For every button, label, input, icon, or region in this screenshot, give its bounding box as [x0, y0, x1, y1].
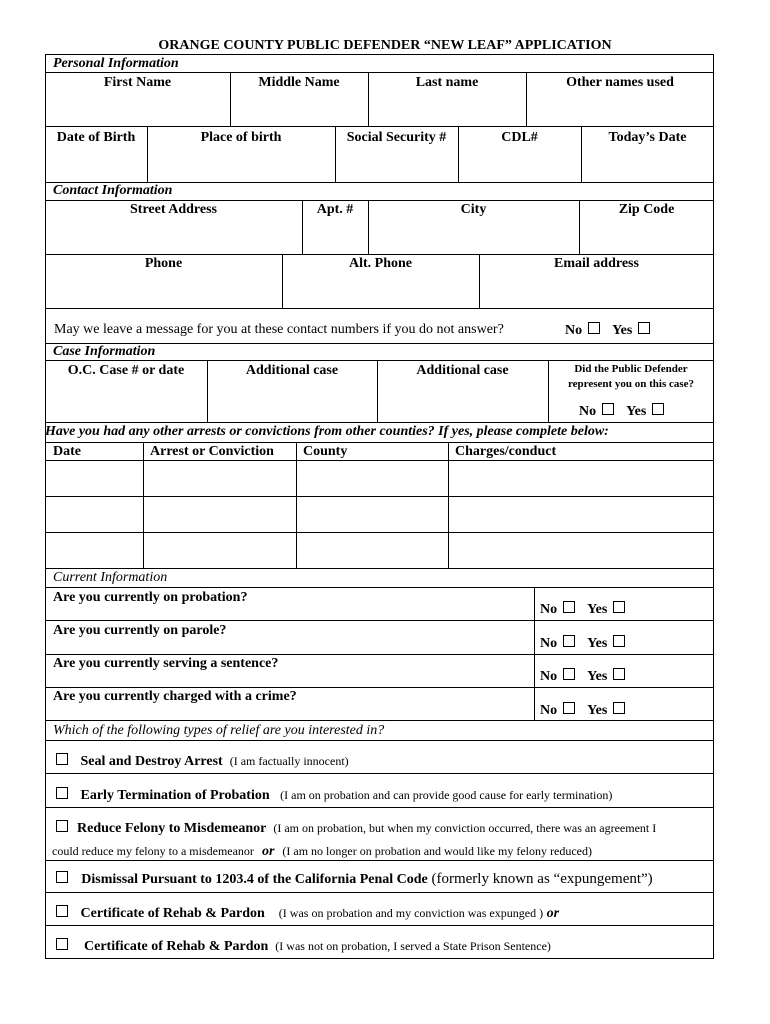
col-county: County — [303, 444, 348, 459]
relief-item-certificate-1 — [54, 905, 559, 922]
arrest-row-1[interactable] — [46, 461, 714, 496]
reduce-felony-checkbox[interactable] — [56, 820, 68, 832]
early-termination-checkbox[interactable] — [56, 787, 68, 799]
label-phone: Phone — [144, 256, 183, 271]
cdl-field[interactable] — [459, 148, 580, 182]
middle-name-field[interactable] — [231, 92, 367, 126]
label-alt-phone: Alt. Phone — [349, 256, 412, 271]
parole-no-checkbox[interactable] — [563, 635, 575, 647]
col-charges: Charges/conduct — [455, 444, 557, 459]
dismissal-checkbox[interactable] — [56, 871, 68, 883]
label-oc-case: O.C. Case # or date — [67, 363, 185, 378]
city-field[interactable] — [369, 220, 578, 254]
label-middle-name: Middle Name — [258, 75, 340, 90]
label-last-name: Last name — [415, 75, 479, 90]
label-represent-question — [548, 362, 714, 392]
early-termination-title: Early Termination of Probation — [80, 788, 270, 803]
no-label: No — [540, 669, 558, 684]
yes-label: Yes — [587, 703, 608, 718]
email-field[interactable] — [480, 274, 713, 308]
yes-label: Yes — [612, 323, 633, 338]
represent-q-line2: represent you on this case? — [567, 378, 695, 390]
label-other-names: Other names used — [566, 75, 674, 90]
yes-label: Yes — [587, 636, 608, 651]
relief-item-certificate-2 — [54, 938, 551, 955]
probation-yes-checkbox[interactable] — [613, 601, 625, 613]
label-dob: Date of Birth — [56, 130, 136, 145]
no-label: No — [540, 602, 558, 617]
additional-case-1-field[interactable] — [208, 382, 376, 422]
represent-no-checkbox[interactable] — [602, 403, 614, 415]
early-termination-note: (I am on probation and can provide good cause for early termination) — [280, 788, 613, 802]
charged-yes-no — [540, 702, 627, 719]
question-probation: Are you currently on probation? — [53, 590, 248, 605]
oc-case-field[interactable] — [46, 382, 206, 422]
additional-case-2-field[interactable] — [378, 382, 547, 422]
zip-field[interactable] — [580, 220, 713, 254]
place-of-birth-field[interactable] — [148, 148, 334, 182]
label-city: City — [460, 202, 487, 217]
label-cdl: CDL# — [501, 130, 538, 145]
yes-label: Yes — [587, 602, 608, 617]
certificate-1-note: (I was on probation and my conviction was expunged ) — [278, 906, 544, 920]
label-first-name: First Name — [103, 75, 172, 90]
yes-label: Yes — [587, 669, 608, 684]
reduce-felony-note: (I am on probation, but when my conviction occurred, there was an agreement I — [273, 821, 657, 835]
question-parole: Are you currently on parole? — [53, 623, 227, 638]
section-contact: Contact Information — [53, 183, 173, 198]
no-label: No — [540, 636, 558, 651]
seal-title: Seal and Destroy Arrest — [80, 754, 223, 769]
col-date: Date — [53, 444, 81, 459]
todays-date-field[interactable] — [582, 148, 713, 182]
label-place-of-birth: Place of birth — [200, 130, 282, 145]
arrest-row-2[interactable] — [46, 497, 714, 532]
relief-item-early-termination — [54, 787, 612, 804]
no-label: No — [579, 404, 597, 419]
reduce-felony-line2b-text: (I am no longer on probation and would like my felony reduced) — [282, 844, 592, 858]
parole-yes-checkbox[interactable] — [613, 635, 625, 647]
section-personal: Personal Information — [53, 56, 179, 71]
no-label: No — [540, 703, 558, 718]
parole-yes-no — [540, 635, 627, 652]
ssn-field[interactable] — [336, 148, 457, 182]
label-zip: Zip Code — [618, 202, 675, 217]
apt-field[interactable] — [303, 220, 367, 254]
message-no-checkbox[interactable] — [588, 322, 600, 334]
last-name-field[interactable] — [369, 92, 525, 126]
certificate-2-note: (I was not on probation, I served a State Prison Sentence) — [275, 939, 551, 953]
label-apt: Apt. # — [316, 202, 354, 217]
relief-item-dismissal — [54, 871, 653, 888]
relief-item-seal — [54, 753, 349, 770]
certificate-1-title: Certificate of Rehab & Pardon — [80, 906, 265, 921]
yes-label: Yes — [626, 404, 647, 419]
dob-field[interactable] — [46, 148, 146, 182]
certificate-2-title: Certificate of Rehab & Pardon — [84, 939, 269, 954]
label-street: Street Address — [130, 202, 217, 217]
col-arrest-conviction: Arrest or Conviction — [150, 444, 274, 459]
other-names-field[interactable] — [527, 92, 713, 126]
sentence-yes-checkbox[interactable] — [613, 668, 625, 680]
form-title: ORANGE COUNTY PUBLIC DEFENDER “NEW LEAF” APPLICATION — [158, 38, 612, 53]
certificate-2-checkbox[interactable] — [56, 938, 68, 950]
first-name-field[interactable] — [46, 92, 229, 126]
label-additional-case-1: Additional case — [245, 363, 339, 378]
message-yes-no — [565, 322, 652, 339]
label-email: Email address — [554, 256, 639, 271]
application-form — [45, 54, 714, 959]
section-current: Current Information — [53, 570, 168, 585]
label-todays-date: Today’s Date — [608, 130, 687, 145]
message-question: May we leave a message for you at these contact numbers if you do not answer? — [54, 322, 504, 337]
represent-yes-checkbox[interactable] — [652, 403, 664, 415]
represent-yes-no — [579, 403, 666, 420]
represent-q-line1: Did the Public Defender — [574, 363, 688, 375]
reduce-felony-line2-text: could reduce my felony to a misdemeanor — [52, 844, 254, 858]
dismissal-title: Dismissal Pursuant to 1203.4 of the California Penal Code — [81, 872, 428, 887]
alt-phone-field[interactable] — [283, 274, 478, 308]
relief-question: Which of the following types of relief are you interested in? — [53, 723, 385, 738]
label-ssn: Social Security # — [346, 130, 447, 145]
no-label: No — [565, 323, 583, 338]
relief-item-reduce-felony — [54, 820, 656, 837]
street-field[interactable] — [46, 220, 301, 254]
phone-field[interactable] — [46, 274, 281, 308]
message-yes-checkbox[interactable] — [638, 322, 650, 334]
certificate-1-checkbox[interactable] — [56, 905, 68, 917]
question-charged: Are you currently charged with a crime? — [53, 689, 297, 704]
charged-no-checkbox[interactable] — [563, 702, 575, 714]
probation-yes-no — [540, 601, 627, 618]
question-sentence: Are you currently serving a sentence? — [53, 656, 279, 671]
probation-no-checkbox[interactable] — [563, 601, 575, 613]
seal-checkbox[interactable] — [56, 753, 68, 765]
arrest-row-3[interactable] — [46, 533, 714, 568]
arrests-question: Have you had any other arrests or convictions from other counties? If yes, please complete below: — [45, 424, 609, 439]
certificate-1-or: or — [546, 906, 560, 921]
section-case: Case Information — [53, 344, 156, 359]
label-additional-case-2: Additional case — [416, 363, 509, 378]
charged-yes-checkbox[interactable] — [613, 702, 625, 714]
sentence-yes-no — [540, 668, 627, 685]
reduce-felony-line2 — [52, 842, 592, 860]
reduce-felony-or: or — [261, 844, 275, 859]
seal-note: (I am factually innocent) — [229, 754, 349, 768]
sentence-no-checkbox[interactable] — [563, 668, 575, 680]
reduce-felony-title: Reduce Felony to Misdemeanor — [77, 821, 267, 836]
dismissal-note: (formerly known as “expungement”) — [431, 871, 653, 887]
